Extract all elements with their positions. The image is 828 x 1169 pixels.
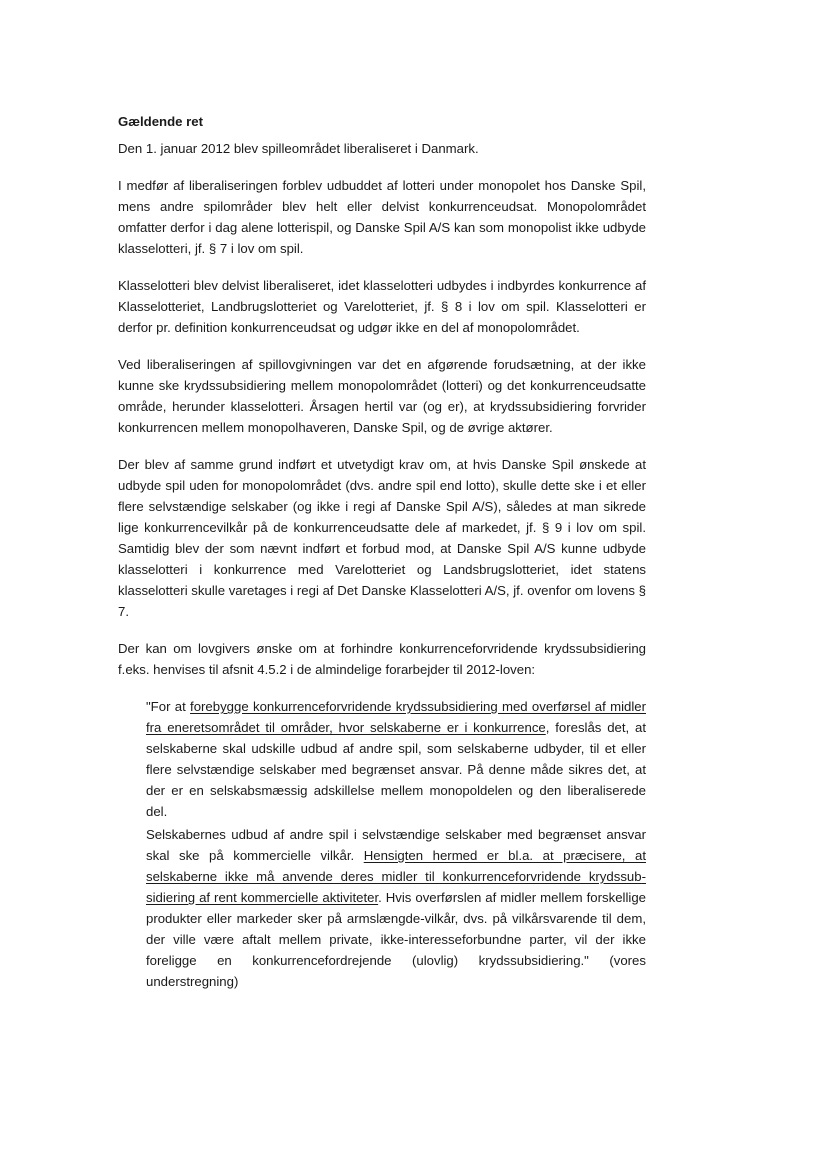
section-heading: Gældende ret	[118, 114, 204, 129]
quote-paragraph-2	[146, 824, 646, 992]
quote-1-rest: , foreslås det, at selskaberne skal udskille udbud af andre spil, som selskaberne udbyder, til et eller flere selvstændige selskaber med begrænset ansvar. På denne måde sikres det, at der er en selskabsmæssig adskillelse mellem monopoldelen og den liberaliserede del.	[146, 720, 646, 819]
quote-2-rest: . Hvis overførslen af midler mellem forskellige produkter eller markeder sker på armslængde-vilkår, dvs. på vilkårsvarende til dem, der ville være aftalt mellem private, ikke-interesseforbundne parter, vil der ikke foreligge en konkurrencefordrejende (ulovlig) krydssubsidiering." (vores understregning)	[146, 890, 646, 989]
quote-1-underlined: forebygge konkurrenceforvridende krydssubsidiering med overførsel af midler fra eneretsområdet til områder, hvor selskaberne er i konkurrence	[146, 699, 646, 735]
paragraph-requirement: Der blev af samme grund indført et utvetydigt krav om, at hvis Danske Spil ønskede at udbyde spil uden for monopolområdet (dvs. andre spil end lotto), skulle dette ske i et eller flere selvstændige selskaber (og ikke i regi af Danske Spil A/S), således at man sikrede lige konkurrencevilkår på de konkurrenceudsatte dele af markedet, jf. § 9 i lov om spil. Samtidig blev der som nævnt indført et forbud mod, at Danske Spil A/S kunne udbyde klasselotteri i konkurrence med Varelotteriet og Landsbrugslotteriet, idet statens klasselotteri skulle varetages i regi af Det Danske Klasselotteri A/S, jf. ovenfor om lovens § 7.	[118, 457, 646, 619]
paragraph-monopoly: I medfør af liberaliseringen forblev udbuddet af lotteri under monopolet hos Danske Spil, mens andre spilområder blev helt eller delvist konkurrenceudsat. Monopolområdet omfatter derfor i dag alene lotterispil, og Danske Spil A/S kan som monopolist ikke udbyde klasselotteri, jf. § 7 i lov om spil.	[118, 178, 646, 256]
quote-2-lead: Selskabernes udbud af andre spil i selvstændige selskaber med begrænset ansvar skal ske på kommercielle vilkår.	[146, 827, 646, 863]
block-quote	[146, 696, 646, 992]
paragraph-cross-subsidy: Ved liberaliseringen af spillovgivningen var det en afgørende forudsætning, at der ikke kunne ske krydssubsidiering mellem monopolområdet (lotteri) og det konkurrenceudsatte område, herunder klasselotteri. Årsagen hertil var (og er), at krydssubsidiering forvrider konkurrencen mellem monopolhaveren, Danske Spil, og de øvrige aktører.	[118, 357, 646, 435]
document-page	[118, 111, 646, 994]
quote-2-underlined: Hensigten hermed er bl.a. at præcisere, at selskaberne ikke må anvende deres midler til konkurrenceforvridende krydssubsidiering af rent kommercielle aktiviteter	[146, 848, 646, 905]
intro-paragraph: Den 1. januar 2012 blev spilleområdet liberaliseret i Danmark.	[118, 141, 479, 156]
quote-1-lead: "For at	[146, 699, 191, 714]
paragraph-legislator: Der kan om lovgivers ønske om at forhindre konkurrenceforvridende krydssubsidiering f.eks. henvises til afsnit 4.5.2 i de almindelige forarbejder til 2012-loven:	[118, 641, 646, 677]
quote-paragraph-1	[146, 696, 646, 822]
paragraph-class-lottery: Klasselotteri blev delvist liberaliseret, idet klasselotteri udbydes i indbyrdes konkurrence af Klasselotteriet, Landbrugslotteriet og Varelotteriet, jf. § 8 i lov om spil. Klasselotteri er derfor pr. definition konkurrenceudsat og udgør ikke en del af monopolområdet.	[118, 278, 646, 335]
